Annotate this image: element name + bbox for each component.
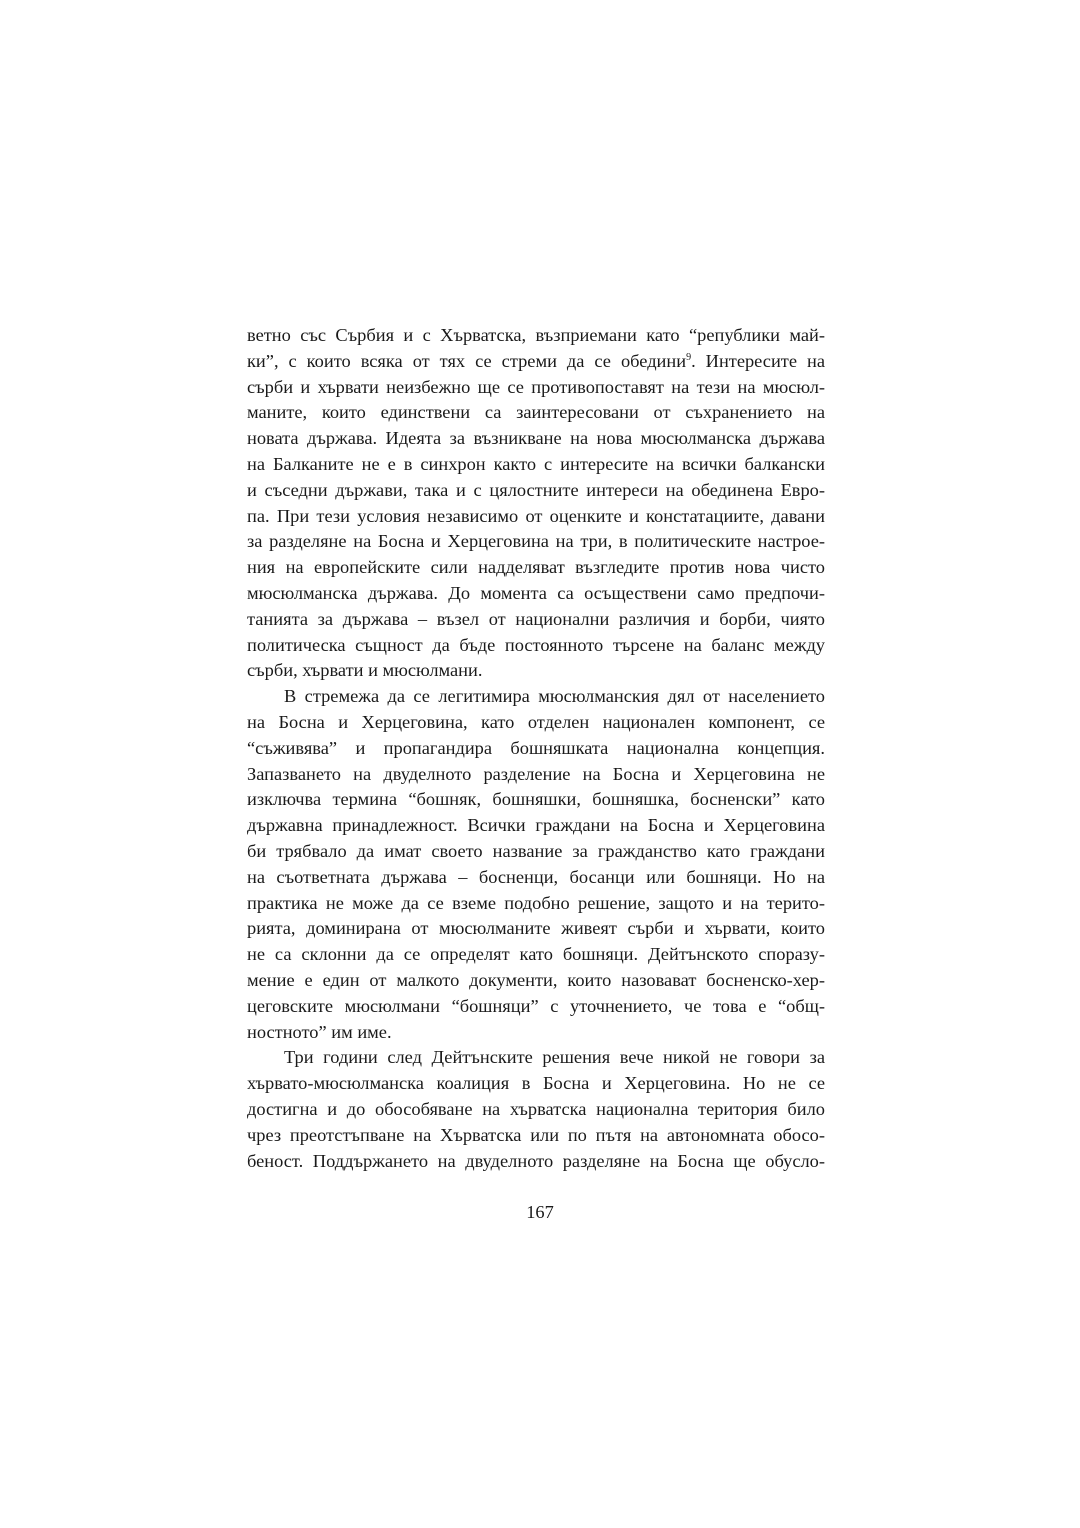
page-number: 167 [526, 1202, 554, 1222]
text-line-start: ки”, с които всяка от тях се стреми да се обедини [247, 350, 687, 371]
text-line: па. При тези условия независимо от оценките и констатациите, давани [247, 505, 825, 526]
text-line: ния на европейските сили надделяват възгледите против нова чисто [247, 557, 825, 578]
text-line: и съседни държави, така и с цялостните интереси на обединена Евро- [247, 479, 825, 500]
text-line: на Балканите не е в синхрон както с интересите на всички балкански [247, 453, 825, 474]
text-line: “съживява” и пропагандира бошняшката национална концепция. [247, 737, 825, 758]
text-line: не са склонни да се определят като бошняци. Дейтънското споразу- [247, 944, 825, 965]
text-line: би трябвало да имат своето название за гражданство като граждани [247, 840, 825, 861]
footnote-reference: 9 [686, 351, 692, 363]
text-line: Запазването на двуделното разделение на Босна и Херцеговина не [247, 763, 825, 784]
text-line-end: . Интересите на [691, 350, 826, 371]
body-text [247, 323, 825, 1174]
text-line: чрез преотстъпване на Хърватска или по пътя на автономната обосо- [247, 1124, 825, 1145]
text-line: цеговските мюсюлмани “бошняци” с уточнението, че това е “общ- [247, 995, 825, 1016]
text-line: на съответната държава – босненци, босанци или бошняци. Но на [247, 866, 825, 887]
text-line: беност. Поддържането на двуделното разделяне на Босна ще обусло- [247, 1150, 825, 1171]
text-line: държавна принадлежност. Всички граждани на Босна и Херцеговина [247, 815, 825, 836]
text-line: новата държава. Идеята за възникване на нова мюсюлманска държава [247, 428, 825, 449]
text-line: хървато-мюсюлманска коалиция в Босна и Херцеговина. Но не се [247, 1073, 825, 1094]
text-line: практика не може да се вземе подобно решение, защото и на терито- [247, 892, 825, 913]
text-line: мюсюлманска държава. До момента са осъществени само предпочи- [247, 582, 825, 603]
text-line: сърби, хървати и мюсюлмани. [247, 660, 483, 681]
text-line: изключва термина “бошняк, бошняшки, бошняшка, босненски” като [247, 789, 825, 810]
paragraph-first-line: В стремежа да се легитимира мюсюлманския дял от населението [284, 686, 825, 707]
text-line [247, 349, 825, 375]
text-line: рията, доминирана от мюсюлманите живеят сърби и хървати, които [247, 918, 825, 939]
paragraph-first-line: Три години след Дейтънските решения вече никой не говори за [284, 1047, 825, 1068]
text-line: танията за държава – възел от национални различия и борби, чиято [247, 608, 825, 629]
text-line: политическа същност да бъде постоянното търсене на баланс между [247, 634, 825, 655]
text-line: сърби и хървати неизбежно ще се противопоставят на тези на мюсюл- [247, 376, 825, 397]
text-line: за разделяне на Босна и Херцеговина на три, в политическите настрое- [247, 531, 825, 552]
text-line: достигна и до обособяване на хърватска национална територия било [247, 1098, 825, 1119]
text-line: мение е един от малкото документи, които назовават босненско-хер- [247, 969, 825, 990]
text-line: ностното” им име. [247, 1021, 392, 1042]
text-line: маните, които единствени са заинтересовани от съхранението на [247, 402, 825, 423]
text-line: ветно със Сърбия и с Хърватска, възприемани като “републики май- [247, 325, 825, 345]
text-line: на Босна и Херцеговина, като отделен национален компонент, се [247, 711, 825, 732]
